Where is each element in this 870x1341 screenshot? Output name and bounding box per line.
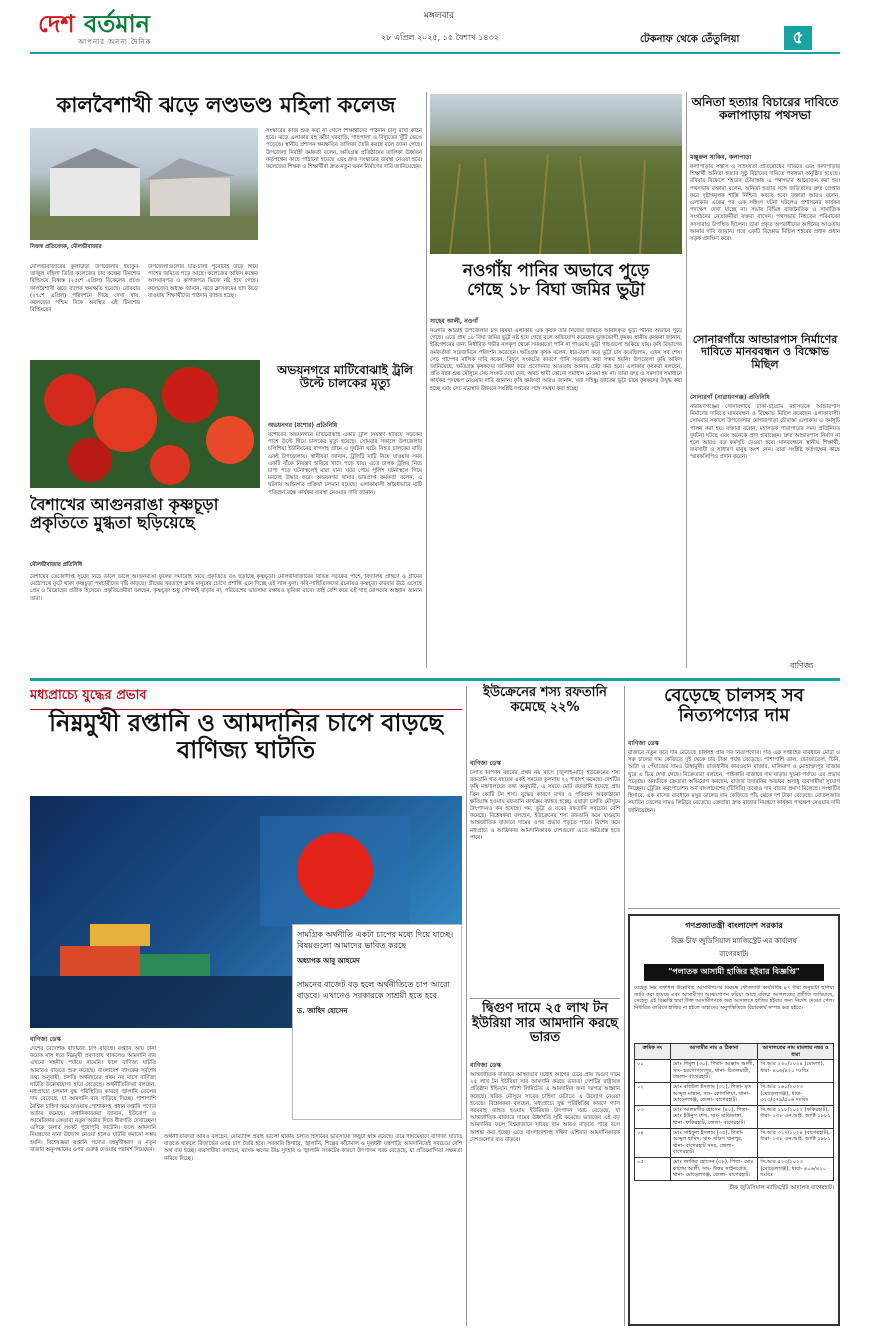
notice-cell: মোঃ সাইফুল ইসলাম (৩৫), পিতা- আব্দুল হামিদ, সাং- দক্ষিণ খানপুর, থানা- বাগেরহাট সদর, জেলা- বাগেরহাট। <box>670 1128 758 1157</box>
notice-header-name: আসামীর নাম ও ঠিকানা <box>670 1044 758 1060</box>
maize-headline: নওগাঁয় পানির অভাবে পুড়ে গেছে ১৮ বিঘা জমির ভুট্টা <box>462 261 650 301</box>
trade-body2: অর্থনীতিবিদরা আরও বলছেন, রেমিট্যান্স প্রবাহ ভালো থাকায় চলতি হিসাবের ভারসাম্যে কিছুটা স্বস্তি রয়েছে। তবে দীর্ঘমেয়াদে বাণিজ্য ঘাটতি বাড়তে থাকলে রিজার্ভের ওপর চাপ তৈরি হবে। সরকারি হিসাবে, জ্বালানি, শিল্পের কাঁচামাল ও মূলধনী যন্ত্রপাতি আমদানিতেই সবচেয়ে বেশি অর্থ ব্যয় হচ্ছে। ব্যবসায়ীরা বলছেন, ব্যাংক ঋণের উচ্চ সুদহার ও জ্বালানি সংকটের কারণে উৎপাদন খরচ বেড়েছে, যা প্রতিযোগিতা সক্ষমতা কমিয়ে দিচ্ছে। <box>164 1134 462 1162</box>
urea-byline: বাণিজ্য ডেস্ক <box>470 1062 501 1069</box>
sonargaon-headline: সোনারগাঁয়ে আন্ডারপাস নির্মাণের দাবিতে মানববন্ধন ও বিক্ষোভ মিছিল <box>692 333 838 371</box>
notice-row <box>635 1060 834 1083</box>
logo-tagline: আপনার অনন্য দৈনিক <box>78 38 152 46</box>
anita-body: কলাপাড়ায় সন্ত্রাস ও সহিংসতা প্রতিরোধের দাবিতে এবং কলাপাড়ার শিক্ষার্থী অনিতা হত্যার সুষ্ঠু বিচারের দাবিতে পথসভা অনুষ্ঠিত হয়েছে। রবিবার বিকেলে শহরের চৌরাস্তায় এ পথসভার আয়োজন করা হয়। পথসভায় বক্তারা বলেন, অনিতা হত্যার সঙ্গে জড়িতদের দ্রুত গ্রেপ্তার করে দৃষ্টান্তমূলক শাস্তি নিশ্চিত করতে হবে। বক্তারা আরও বলেন, এলাকায় একের পর এক সহিংস ঘটনা ঘটলেও প্রশাসনের কার্যকর পদক্ষেপ দেখা যাচ্ছে না। সভায় বিভিন্ন রাজনৈতিক ও সামাজিক সংগঠনের নেতাকর্মীরা বক্তব্য রাখেন। পথসভায় নিহতের পরিবারের সদস্যরাও উপস্থিত ছিলেন। তারা প্রকৃত অপরাধীদের আইনের আওতায় আনার দাবি জানান। পরে একটি বিক্ষোভ মিছিল শহরের প্রধান প্রধান সড়ক প্রদক্ষিণ করে। <box>690 164 840 243</box>
anita-byline: মঞ্জুরুল সাকিব, কলাপাড়া <box>690 154 752 161</box>
notice-cell: সি.আর ১১৮/২০২২ (ফকিরহাট), ধারা- ১৩৮ এন.আই. অ্যাক্ট ১৮৮১ <box>758 1105 834 1128</box>
notice-cell: মোঃ শিমুল (৩০), পিতা- আক্কাস আলী, সাং- চরগোপালপুর, থানা- চিতলমারী, জেলা- বাগেরহাট। <box>670 1060 758 1083</box>
krishnachura-photo-svg <box>30 360 260 488</box>
ukraine-headline: ইউক্রেনের শস্য রফতানি কমেছে ২২% <box>483 685 607 715</box>
sonargaon-body: নারায়ণগঞ্জের সোনারগাঁয়ে ঢাকা-চট্টগ্রাম মহাসড়কে আন্ডারপাস নির্মাণের দাবিতে মানববন্ধন ও বিক্ষোভ মিছিল করেছেন এলাকাবাসী। সোমবার সকালে উপজেলার মোগরাপাড়া চৌরাস্তা এলাকায় এ কর্মসূচি পালন করা হয়। বক্তারা বলেন, মহাসড়ক পারাপারের সময় প্রতিনিয়ত দুর্ঘটনা ঘটছে এবং অনেকে প্রাণ হারাচ্ছেন। দ্রুত আন্ডারপাস নির্মাণ না হলে আরও বড় কর্মসূচি দেওয়া হবে। মানববন্ধনে স্থানীয় শিক্ষার্থী, ব্যবসায়ী ও সাধারণ মানুষ অংশ নেন। তারা সংশ্লিষ্ট কর্তৃপক্ষের কাছে স্মারকলিপিও প্রদান করেন। <box>690 404 840 461</box>
notice-cell: ০২ <box>635 1082 671 1105</box>
notice-cell: ০১ <box>635 1060 671 1083</box>
urea-body: আন্তর্জাতিক বাজারে অস্থিরতার মধ্যেই আগের চেয়ে প্রায় দ্বিগুণ দামে ২৫ লাখ টন ইউরিয়া সার আমদানি করছে ভারত। দেশটির রাষ্ট্রায়ত্ত প্রতিষ্ঠান ইন্ডিয়ান পটাশ লিমিটেড এ আমদানির জন্য দরপত্র আহ্বান করেছে। খরিফ মৌসুমে সারের চাহিদা মেটাতে এ উদ্যোগ নেওয়া হয়েছে। বিশ্লেষকরা বলছেন, মধ্যপ্রাচ্যে যুদ্ধ পরিস্থিতির কারণে গ্যাস সরবরাহ ব্যাহত হওয়ায় ইউরিয়ার উৎপাদন খরচ বেড়েছে, যা আন্তর্জাতিক বাজারে দামের ঊর্ধ্বগতি সৃষ্টি করেছে। ভারতের এই বড় আমদানির ফলে বিশ্ববাজারে সারের দাম আরও বাড়তে পারে বলে আশঙ্কা করা হচ্ছে। এতে বাংলাদেশসহ দক্ষিণ এশিয়ার আমদানিকারক দেশগুলোর ব্যয় বাড়বে। <box>470 1072 620 1143</box>
sonargaon-byline: সোনারগাঁ (নারায়ণগঞ্জ) প্রতিনিধি <box>690 394 770 401</box>
story-anita <box>690 94 840 326</box>
header-date: ২৮ এপ্রিল ২০২৫, ১৫ বৈশাখ ১৪৩২ <box>381 33 499 42</box>
trolley-body: যশোরের অভয়নগরে মাটিবোঝাই একটি ট্রলি নিয়ন্ত্রণ হারিয়ে সড়কের পাশে উল্টে গিয়ে চালকের মৃত্যু হয়েছে। সোমবার সকালে উপজেলার চলিশিয়া ইউনিয়নের বাগদাহ গ্রামে এ দুর্ঘটনা ঘটে। নিহত চালকের বাড়ি একই উপজেলায়। স্থানীয়রা জানান, ট্রলিটি মাটি নিয়ে যাওয়ার সময় একটি বাঁকে নিয়ন্ত্রণ হারিয়ে খাদে পড়ে যায়। এতে চালক ট্রলির নিচে চাপা পড়ে ঘটনাস্থলেই মারা যান। খবর পেয়ে পুলিশ ঘটনাস্থলে গিয়ে মরদেহ উদ্ধার করে। অভয়নগর থানার ভারপ্রাপ্ত কর্মকর্তা বলেন, এ ঘটনায় আইনগত প্রক্রিয়া চলমান রয়েছে। এলাকাবাসী অবৈধভাবে মাটি পরিবহন বন্ধে কার্যকর ব্যবস্থা নেওয়ার দাবি জানান। <box>268 432 422 496</box>
college-byline: নিজস্ব প্রতিবেদক, মৌলভীবাজার <box>30 244 102 250</box>
notice-location: বাগেরহাট। <box>719 950 749 958</box>
krishnachura-byline: মৌলভীবাজার প্রতিনিধি <box>30 562 83 568</box>
notice-cell: সি.আর ২৩০/২০২৪ (মোংলা), ধারা- ৪০৬/৪২০ দঃবিঃ <box>758 1060 834 1083</box>
page-number: ৫ <box>784 26 812 50</box>
ukraine-body: চলতি বিপণন বছরের প্রথম নয় মাসে (জুলাই-মার্চ) ইউক্রেনের শস্য রফতানি গত বছরের একই সময়ের তুলনায় ২২ শতাংশ কমেছে। দেশটির কৃষি মন্ত্রণালয়ের তথ্য অনুযায়ী, এ সময়ে মোট রফতানি হয়েছে প্রায় তিন কোটি টন শস্য। যুদ্ধের কারণে বন্দর ও পরিবহন অবকাঠামো ক্ষতিগ্রস্ত হওয়ায় রফতানি কার্যক্রম ব্যাহত হচ্ছে। এছাড়া চলতি মৌসুমে উৎপাদনও কম হয়েছে। গম, ভুট্টা ও যবের রফতানি সবচেয়ে বেশি কমেছে। বিশ্লেষকরা বলছেন, ইউক্রেনের শস্য রফতানি কমে যাওয়ায় আন্তর্জাতিক বাজারে দামের ওপর প্রভাব পড়তে পারে। বিশেষ করে মধ্যপ্রাচ্য ও আফ্রিকার আমদানিকারক দেশগুলো এতে ক্ষতিগ্রস্ত হতে পারে। <box>470 770 620 841</box>
urea-headline: দ্বিগুণ দামে ২৫ লাখ টন ইউরিয়া সার আমদানি করছে ভারত <box>471 1001 619 1046</box>
college-body-c: সংস্কারের কাজ শুরু করা না গেলে শিক্ষার্থীদের পাঠদান চালু রাখা কঠিন হবে। ঝড়ে এলাকার বহু কাঁচা ঘরবাড়ি, গাছপালা ও বিদ্যুতের খুঁটি ভেঙে পড়েছে। স্থানীয় প্রশাসন ক্ষয়ক্ষতির তালিকা তৈরি করছে বলে জানা গেছে। উপজেলা নির্বাহী কর্মকর্তা বলেন, ক্ষতিগ্রস্ত প্রতিষ্ঠানের তালিকা ঊর্ধ্বতন কর্তৃপক্ষের কাছে পাঠানো হয়েছে এবং দ্রুত সংস্কারের ব্যবস্থা নেওয়া হবে। কলেজের শিক্ষক ও শিক্ষার্থীরা দ্রুত নতুন ভবন নির্মাণের দাবি জানিয়েছেন। <box>266 128 422 171</box>
notice-row <box>635 1082 834 1105</box>
notice-row <box>635 1157 834 1180</box>
notice-intro: যেহেতু নিম্ন তফশিল উল্লেখিত আসামীগণের বিরুদ্ধে ফৌজদারী কার্যবিধির ৮৭ ধারা অনুযায়ী হুলিয়া জারি করা হয়েছে এবং আসামীগণ আত্মগোপন করিয়া আছে বলিয়া আদালতের প্রতীতি জন্মিয়াছে, সেহেতু এই বিজ্ঞপ্তি দ্বারা উক্ত আসামীগণকে অত্র আদালতে হাজির হইবার জন্য নির্দেশ দেওয়া গেল। নির্ধারিত তারিখে হাজির না হইলে তাহাদের অনুপস্থিতিতে বিচারকার্য সম্পন্ন করা হইবে। <box>634 985 834 1011</box>
header-day: মঙ্গলবার <box>423 11 455 21</box>
notice-cell: মোঃ আলমগীর হোসেন (৪০), পিতা- মোঃ ইউনুস শেখ, সাং- মাঝিডাঙ্গা, থানা- ফকিরহাট, জেলা- বাগেরহাট। <box>670 1105 758 1128</box>
logo-green: বর্তমান <box>84 10 150 38</box>
maize-byline: সাহেব আলী, নওগাঁ <box>430 318 478 325</box>
notice-cell: ০৫ <box>635 1157 671 1180</box>
trade-quote2: সামনের বাজেট বড় হলে অর্থনীতিতে চাপ আরো বাড়বে। এখানেও সরকারকে সাশ্রয়ী হতে হবে <box>297 980 450 1000</box>
trolley-headline: অভয়নগরে মাটিবোঝাই ট্রলি উল্টে চালকের মৃত্যু <box>276 363 413 391</box>
college-photo-svg <box>30 128 258 240</box>
notice-cell: সি.আর ৫২৩/২০২৩ (মোড়েলগঞ্জ), ধারা- ৪০৬/৪২০ দঃবিঃ <box>758 1157 834 1180</box>
logo-red: দেশ <box>38 10 75 38</box>
notice-office: বিজ্ঞ চীফ জুডিসিয়াল ম্যাজিস্ট্রেট এর কার্যালয় <box>671 937 797 945</box>
maize-body: নওগাঁর আত্রাই উপজেলার চন্দ বিষয়া এলাকায় এক কৃষক তাঁর নিজের জমিতে আবাদকৃত ভুট্টা পানির অভাবে পুড়ে গেছে। এতে প্রায় ১৮ বিঘা জমির ভুট্টা নষ্ট হয়ে গেছে বলে অভিযোগ করেছেন ভুক্তভোগী কৃষক। স্থানীয় কৃষকরা জানান, ইরিগেশনের জন্য নির্ধারিত গভীর নলকূপ থেকে সময়মতো পানি না পাওয়ায় ভুট্টা গাছগুলো শুকিয়ে যায়। কৃষি বিভাগের কর্মকর্তারা সরেজমিনে পরিদর্শন করেছেন। ক্ষতিগ্রস্ত কৃষক বলেন, ধার-দেনা করে ভুট্টা চাষ করেছিলাম, এখন সব শেষ। সেচ পাম্পের মালিক দাবি করেন, বিদ্যুৎ সংকটের কারণে পানি সরবরাহ করা সম্ভব হয়নি। উপজেলা কৃষি অফিস জানিয়েছে, ক্ষতিগ্রস্ত কৃষকদের তালিকা করে প্রণোদনার আওতায় আনার চেষ্টা করা হবে। এলাকার কৃষকরা বলছেন, প্রতি বছর শুষ্ক মৌসুমে সেচ সংকট দেখা দেয়, অথচ স্থায়ী কোনো সমাধান নেওয়া হয় না। তারা দ্রুত এ সমস্যার সমাধানে কার্যকর পদক্ষেপ নেওয়ার দাবি জানান। কৃষি কর্মকর্তা আরও জানান, খরা সহিষ্ণু জাতের ভুট্টা চাষে কৃষকদের উদ্বুদ্ধ করা হচ্ছে এবং সেচ ব্যবস্থার উন্নয়নে সংশ্লিষ্ট দপ্তরের সঙ্গে সমন্বয় করা হচ্ছে। <box>430 328 682 392</box>
court-notice <box>628 914 840 1326</box>
college-body-b: উপজেলাগুলোর চার-চালা পুরোটাই উড়ে গিয়ে পাশের জমিতে পড়ে আছে। কলেজের অফিস কক্ষের আসবাবপত্র ও কাগজপত্র ভিজে নষ্ট হয়ে গেছে। কলেজের অধ্যক্ষ জানান, ঝড়ে ক্লাসরুমের ছাদ উড়ে যাওয়ায় শিক্ষার্থীদের পাঠদান ব্যাহত হচ্ছে। <box>148 264 258 299</box>
notice-cell: ০৩ <box>635 1105 671 1128</box>
trade-quote: সামগ্রিক অর্থনীতি একটা চাপের মধ্যে দিয়ে যাচ্ছে। বিষয়গুলো আমাদের ভাবিত করছে <box>297 930 454 950</box>
notice-cell: ০৪ <box>635 1128 671 1157</box>
sonargaon-tag: বাণিজ্য <box>790 661 814 670</box>
story-rice <box>628 686 840 906</box>
notice-cell: সি.আর ৩১৭/২০২৪ (বাগেরহাট), ধারা- ১৩৮ এন.আই. অ্যাক্ট ১৮৮১ <box>758 1128 834 1157</box>
header-section: টেকনাফ থেকে তেঁতুলিয়া <box>640 34 740 45</box>
story-maize <box>430 94 682 674</box>
krishnachura-headline: বৈশাখের আগুনরাঙা কৃষ্ণচূড়া প্রকৃতিতে মুগ্ধতা ছড়িয়েছে <box>30 495 219 532</box>
notice-title: "পলাতক আসামী হাজির হইবার বিজ্ঞপ্তি" <box>644 964 824 981</box>
story-sonargaon <box>690 334 840 674</box>
rice-body: বাজারে নতুন করে দাম বেড়েছে চালসহ প্রায় সব নিত্যপণ্যের। গত এক সপ্তাহের ব্যবধানে মোটা ও সরু চালের দাম কেজিতে দুই থেকে চার টাকা পর্যন্ত বেড়েছে। পাশাপাশি ডাল, ভোজ্যতেল, চিনি, আটা ও পেঁয়াজের দামও ঊর্ধ্বমুখী। রাজধানীর কারওয়ান বাজার, মালিবাগ ও মোহাম্মদপুর বাজার ঘুরে এ চিত্র দেখা গেছে। বিক্রেতারা বলছেন, পাইকারি বাজারে দাম বাড়ায় খুচরা পর্যায়ে এর প্রভাব পড়েছে। অন্যদিকে ক্রেতারা অভিযোগ করছেন, বাজার তদারকির অভাবে অসাধু ব্যবসায়ীরা সুযোগ নিচ্ছেন। ট্রেডিং করপোরেশন অব বাংলাদেশের (টিসিবি) তথ্যেও দাম বাড়ার প্রমাণ মিলেছে। সংস্থাটির হিসাবে, এক মাসের ব্যবধানে মসুর ডালের দাম কেজিতে পাঁচ থেকে দশ টাকা বেড়েছে। বোতলজাত সয়াবিন তেলের দামও লিটারে বেড়েছে। ক্রেতারা দ্রুত বাজার নিয়ন্ত্রণে কার্যকর পদক্ষেপ নেওয়ার দাবি জানিয়েছেন। <box>628 750 840 814</box>
trade-body: দেশের বৈদেশিক বাণিজ্যে চাপ বাড়ছে। রপ্তানি আয় টানা কয়েক মাস ধরে নিম্নমুখী প্রবণতায় থাকলেও আমদানি ব্যয় এখনো সহনীয় পর্যায়ে নামেনি। ফলে বাণিজ্য ঘাটতি আবারও বাড়তে শুরু করেছে। বাংলাদেশ ব্যাংকের সর্বশেষ তথ্য অনুযায়ী, চলতি অর্থবছরের প্রথম নয় মাসে বাণিজ্য ঘাটতি উল্লেখযোগ্য হারে বেড়েছে। অর্থনীতিবিদরা বলছেন, মধ্যপ্রাচ্যে চলমান যুদ্ধ পরিস্থিতির কারণে জ্বালানি তেলের দাম বেড়েছে, যা আমদানি ব্যয় বাড়িয়ে দিচ্ছে। পাশাপাশি বৈশ্বিক চাহিদা কমে যাওয়ায় পোশাকসহ প্রধান রপ্তানি পণ্যের অর্ডার কমেছে। রপ্তানিকারকরা জানান, ইউরোপ ও আমেরিকার ক্রেতারা নতুন অর্ডার দিতে ধীরগতি দেখাচ্ছেন। এদিকে ডলার সংকট পুরোপুরি কাটেনি। ফলে আমদানি নিয়ন্ত্রণের নানা উদ্যোগ নেওয়া হলেও ঘাটতি কমানো সম্ভব হয়নি। বিশেষজ্ঞরা রপ্তানি পণ্যের বহুমুখীকরণ ও নতুন বাজার অনুসন্ধানের ওপর গুরুত্ব দেওয়ার পরামর্শ দিয়েছেন। <box>30 1046 156 1153</box>
notice-org: গণপ্রজাতন্ত্রী বাংলাদেশ সরকার <box>685 921 783 930</box>
notice-cell: মোঃ জাকির হোসেন (৩৮), পিতা- মোঃ কাশেম আলী, সাং- উত্তর সাইনবোর্ড, থানা- মোড়েলগঞ্জ, জেলা- বাগেরহাট। <box>670 1157 758 1180</box>
anita-headline: অনিতা হত্যার বিচারের দাবিতে কলাপাড়ায় পথসভা <box>691 95 839 123</box>
krishnachura-body: বৈশাখের তেজোদীপ্ত সূর্যের নিচে ডালে ডালে আগুনরাঙা ফুলের সমারোহ নিয়ে প্রকৃতিতে রঙ ছড়াচ্ছে কৃষ্ণচূড়া। মৌলভীবাজারের বিভিন্ন সড়কের পাশে, বিদ্যালয় প্রাঙ্গণে ও গ্রামের মেঠোপথে ফুটে থাকা কৃষ্ণচূড়া পথচারীদের দৃষ্টি কাড়ছে। গ্রীষ্মের খরতাপে ক্লান্ত মানুষের চোখে প্রশান্তি এনে দিচ্ছে এই লাল ফুল। কবি-সাহিত্যিকদের রচনায়ও কৃষ্ণচূড়া বারবার উঠে এসেছে প্রেম ও বিদ্রোহের প্রতীক হিসেবে। প্রকৃতিপ্রেমীরা বলছেন, কৃষ্ণচূড়া শুধু সৌন্দর্যই বাড়ায় না, পরিবেশের ভারসাম্য রক্ষায়ও ভূমিকা রাখে। তাই বেশি করে এই গাছ রোপণের আহ্বান জানান তারা। <box>30 574 422 602</box>
maize-photo-svg <box>430 94 682 254</box>
trade-kicker: মধ্যপ্রাচ্যে যুদ্ধের প্রভাব <box>30 686 462 710</box>
notice-cell: সি.আর ১৬০/২০২৩ (মোড়েলগঞ্জ), ধারা- ৩২৩/৩৭৯/৫০৬ দঃবিঃ <box>758 1082 834 1105</box>
masthead <box>0 0 870 58</box>
notice-row <box>635 1105 834 1128</box>
trolley-byline: অভয়নগর (যশোর) প্রতিনিধি <box>268 422 338 429</box>
notice-row <box>635 1128 834 1157</box>
story-trolley <box>268 364 422 664</box>
story-urea <box>470 1002 620 1326</box>
notice-table <box>634 1043 834 1181</box>
maize-photo <box>430 94 682 254</box>
rice-byline: বাণিজ্য ডেস্ক <box>628 740 659 747</box>
trade-quote2-author: ড. জাহিদ হোসেন <box>297 1007 348 1015</box>
notice-header-serial: ক্রমিক নং <box>635 1044 671 1060</box>
notice-header-case: আদালতের নাম মামলার নম্বর ও ধারা <box>758 1044 834 1060</box>
ukraine-byline: বাণিজ্য ডেস্ক <box>470 760 501 767</box>
rice-headline: বেড়েছে চালসহ সব নিত্যপণ্যের দাম <box>664 685 804 727</box>
trade-headline: নিম্নমুখী রপ্তানি ও আমদানির চাপে বাড়ছে বাণিজ্য ঘাটতি <box>49 709 443 764</box>
trade-quote-author: অধ্যাপক আবু আহমেদ <box>297 957 360 965</box>
notice-signature: চীফ জুডিসিয়াল ম্যাজিস্ট্রেট আদালত বাগেরহাট। <box>729 1184 834 1191</box>
krishnachura-photo <box>30 360 260 488</box>
trade-quote-box <box>292 924 462 1120</box>
logo[interactable] <box>38 6 158 50</box>
college-photo <box>30 128 258 240</box>
story-trade <box>30 686 462 1326</box>
trade-byline: বাণিজ্য ডেস্ক <box>30 1036 61 1043</box>
notice-cell: মোঃ রবিউল ইসলাম (৩২), পিতা- মৃত আব্দুল মান্নান, সাং- কোদালিয়া, থানা- মোড়েলগঞ্জ, জেলা- বাগেরহাট। <box>670 1082 758 1105</box>
college-headline: কালবৈশাখী ঝড়ে লণ্ডভণ্ড মহিলা কলেজ <box>56 93 396 117</box>
college-body-a: মৌলভীবাজারের কুলাউড়া উপজেলার ইয়াকুব-তাজুল মহিলা ডিগ্রি কলেজের চার কক্ষের টিনশেড বিল্ডিংয়ে বিধ্বস্ত (২৫শে এপ্রিল) বিকেলের প্রচণ্ড কালবৈশাখী ঝড়ে ব্যাপক ক্ষয়ক্ষতি হয়েছে। রোববার (২৭শে এপ্রিল) পরিদর্শনে গিয়ে দেখা যায়, কলেজের পশ্চিম দিকে অবস্থিত এই টিনশেড বিল্ডিংয়ের <box>30 264 140 314</box>
story-ukraine <box>470 686 620 996</box>
